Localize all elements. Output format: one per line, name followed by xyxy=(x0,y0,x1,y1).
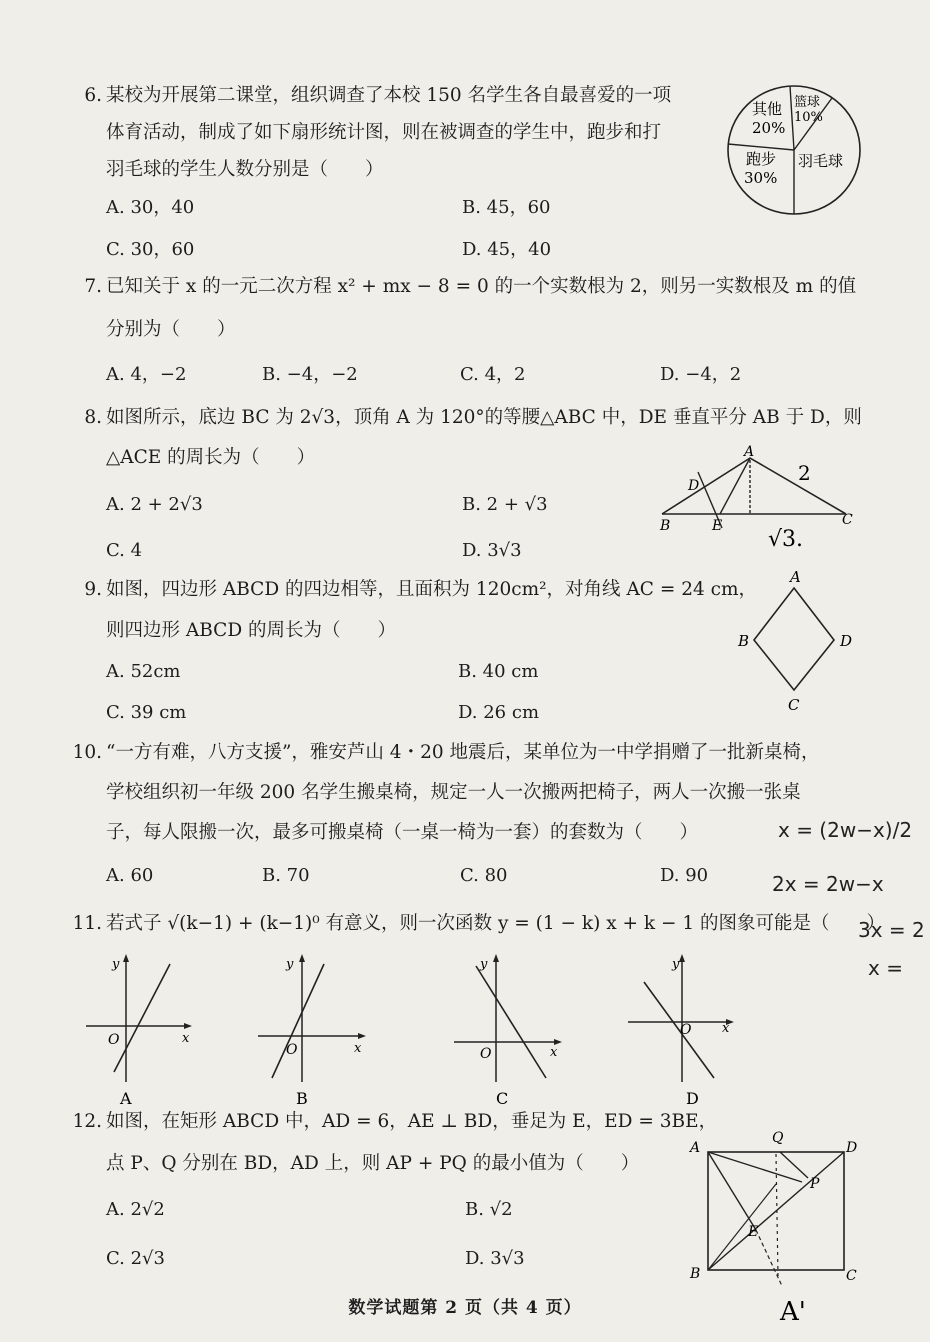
question-text-line: 如图，在矩形 ABCD 中，AD = 6，AE ⊥ BD，垂足为 E，ED = 3BE， xyxy=(106,1111,718,1132)
question-text-line: 如图，四边形 ABCD 的四边相等，且面积为 120cm²，对角线 AC = 24 cm， xyxy=(106,579,758,600)
question-text-line: 体育活动，制成了如下扇形统计图，则在被调查的学生中，跑步和打 xyxy=(106,122,662,143)
option-d: D. 90 xyxy=(660,865,709,886)
option-c: C. 30，60 xyxy=(106,239,195,260)
option-a: A. 4，−2 xyxy=(106,364,187,385)
point-label-b: B xyxy=(660,518,671,534)
handwriting-line-3: 3x = 2 xyxy=(858,918,925,942)
question-text-line: 已知关于 x 的一元二次方程 x² + mx − 8 = 0 的一个实数根为 2，则另一实数根及 m 的值 xyxy=(106,276,857,297)
graph-label-d: D xyxy=(686,1089,699,1108)
pie-label-other: 其他 xyxy=(752,100,783,118)
point-label-b: B xyxy=(738,632,750,650)
triangle-figure xyxy=(650,440,870,560)
pie-label-running: 跑步 xyxy=(746,150,777,168)
option-c: C. 80 xyxy=(460,865,508,886)
option-b: B. 45，60 xyxy=(462,197,551,218)
point-label-e: E xyxy=(712,518,723,534)
svg-text:O: O xyxy=(680,1022,692,1038)
svg-text:O: O xyxy=(108,1032,120,1048)
point-label-a: A xyxy=(744,444,755,460)
option-c: C. 39 cm xyxy=(106,702,187,723)
pie-pct-running: 30% xyxy=(744,169,778,187)
point-label-q: Q xyxy=(772,1130,784,1146)
option-d: D. 26 cm xyxy=(458,702,540,723)
option-d: D. −4，2 xyxy=(660,364,742,385)
option-d: D. 45，40 xyxy=(462,239,552,260)
question-text-line: 若式子 √(k−1) + (k−1)⁰ 有意义，则一次函数 y = (1 − k) x + k − 1 的图象可能是（ ） xyxy=(106,913,886,934)
svg-text:x: x xyxy=(550,1045,558,1060)
svg-text:x: x xyxy=(182,1031,190,1046)
svg-text:y: y xyxy=(286,957,294,972)
option-b: B. −4，−2 xyxy=(262,364,358,385)
svg-text:O: O xyxy=(480,1046,492,1062)
handwriting-a-prime: A' xyxy=(780,1297,806,1326)
svg-text:x: x xyxy=(354,1041,362,1056)
page-footer: 数学试题第 2 页（共 4 页） xyxy=(348,1298,582,1318)
pie-pct-basketball: 10% xyxy=(794,110,823,125)
option-a: A. 30，40 xyxy=(106,197,195,218)
option-a: A. 2 + 2√3 xyxy=(106,494,203,515)
handwriting-line-2: 2x = 2w−x xyxy=(772,872,884,896)
option-b: B. √2 xyxy=(465,1199,513,1220)
point-label-a: A xyxy=(690,1140,701,1156)
question-text-line: 如图所示，底边 BC 为 2√3，顶角 A 为 120°的等腰△ABC 中，DE 垂直平分 AB 于 D，则 xyxy=(106,407,862,428)
question-text-line: 分别为（ ） xyxy=(106,319,236,340)
svg-text:y: y xyxy=(112,957,120,972)
question-number: 6. xyxy=(84,85,102,106)
question-text-line: 点 P、Q 分别在 BD，AD 上，则 AP + PQ 的最小值为（ ） xyxy=(106,1153,640,1174)
pie-pct-other: 20% xyxy=(752,119,786,137)
point-label-c: C xyxy=(846,1268,857,1284)
rhombus-figure xyxy=(730,566,860,716)
option-a: A. 60 xyxy=(106,865,154,886)
option-c: C. 4 xyxy=(106,540,143,561)
question-number: 9. xyxy=(84,579,102,600)
handwriting-base: √3. xyxy=(768,527,804,552)
point-label-b: B xyxy=(690,1266,701,1282)
handwriting-side: 2 xyxy=(798,461,811,485)
svg-text:y: y xyxy=(672,957,680,972)
question-text-line: “一方有难，八方支援”，雅安芦山 4・20 地震后，某单位为一中学捐赠了一批新桌椅， xyxy=(106,742,820,763)
option-c: C. 4，2 xyxy=(460,364,526,385)
option-a: A. 52cm xyxy=(106,661,181,682)
graph-d xyxy=(622,952,742,1112)
handwriting-line-1: x = (2w−x)/2 xyxy=(778,818,913,842)
point-label-d: D xyxy=(840,632,853,650)
graph-b xyxy=(252,952,372,1112)
point-label-p: P xyxy=(810,1176,820,1192)
svg-text:y: y xyxy=(480,957,488,972)
question-number: 7. xyxy=(84,276,102,297)
point-label-c: C xyxy=(842,512,853,528)
point-label-e: E xyxy=(748,1224,759,1240)
point-label-d: D xyxy=(846,1140,858,1156)
question-text-line: △ACE 的周长为（ ） xyxy=(106,447,316,468)
handwriting-line-4: x = xyxy=(868,956,903,980)
question-text-line: 某校为开展第二课堂，组织调查了本校 150 名学生各自最喜爱的一项 xyxy=(106,85,672,106)
svg-text:x: x xyxy=(722,1021,730,1036)
graph-label-a: A xyxy=(120,1089,132,1108)
option-a: A. 2√2 xyxy=(106,1199,165,1220)
point-label-d: D xyxy=(688,478,700,494)
question-text-line: 羽毛球的学生人数分别是（ ） xyxy=(106,159,384,180)
question-number: 8. xyxy=(84,407,102,428)
option-b: B. 2 + √3 xyxy=(462,494,548,515)
graph-label-b: B xyxy=(296,1089,308,1108)
question-number: 10. xyxy=(72,742,102,763)
question-text-line: 子，每人限搬一次，最多可搬桌椅（一桌一椅为一套）的套数为（ ） xyxy=(106,822,699,843)
pie-label-basketball: 篮球 xyxy=(794,95,821,110)
option-b: B. 70 xyxy=(262,865,310,886)
option-d: D. 3√3 xyxy=(465,1248,525,1269)
point-label-a: A xyxy=(790,568,801,586)
graph-a xyxy=(80,952,200,1112)
graph-label-c: C xyxy=(496,1089,509,1108)
question-number: 12. xyxy=(72,1111,102,1132)
svg-text:O: O xyxy=(286,1042,298,1058)
option-d: D. 3√3 xyxy=(462,540,522,561)
option-b: B. 40 cm xyxy=(458,661,539,682)
pie-chart-figure xyxy=(724,84,864,220)
question-text-line: 则四边形 ABCD 的周长为（ ） xyxy=(106,620,397,641)
option-c: C. 2√3 xyxy=(106,1248,165,1269)
pie-label-badminton: 羽毛球 xyxy=(798,152,844,170)
graph-c xyxy=(450,952,570,1112)
question-number: 11. xyxy=(72,913,102,934)
point-label-c: C xyxy=(788,696,800,714)
question-text-line: 学校组织初一年级 200 名学生搬桌椅，规定一人一次搬两把椅子，两人一次搬一张桌 xyxy=(106,782,801,803)
